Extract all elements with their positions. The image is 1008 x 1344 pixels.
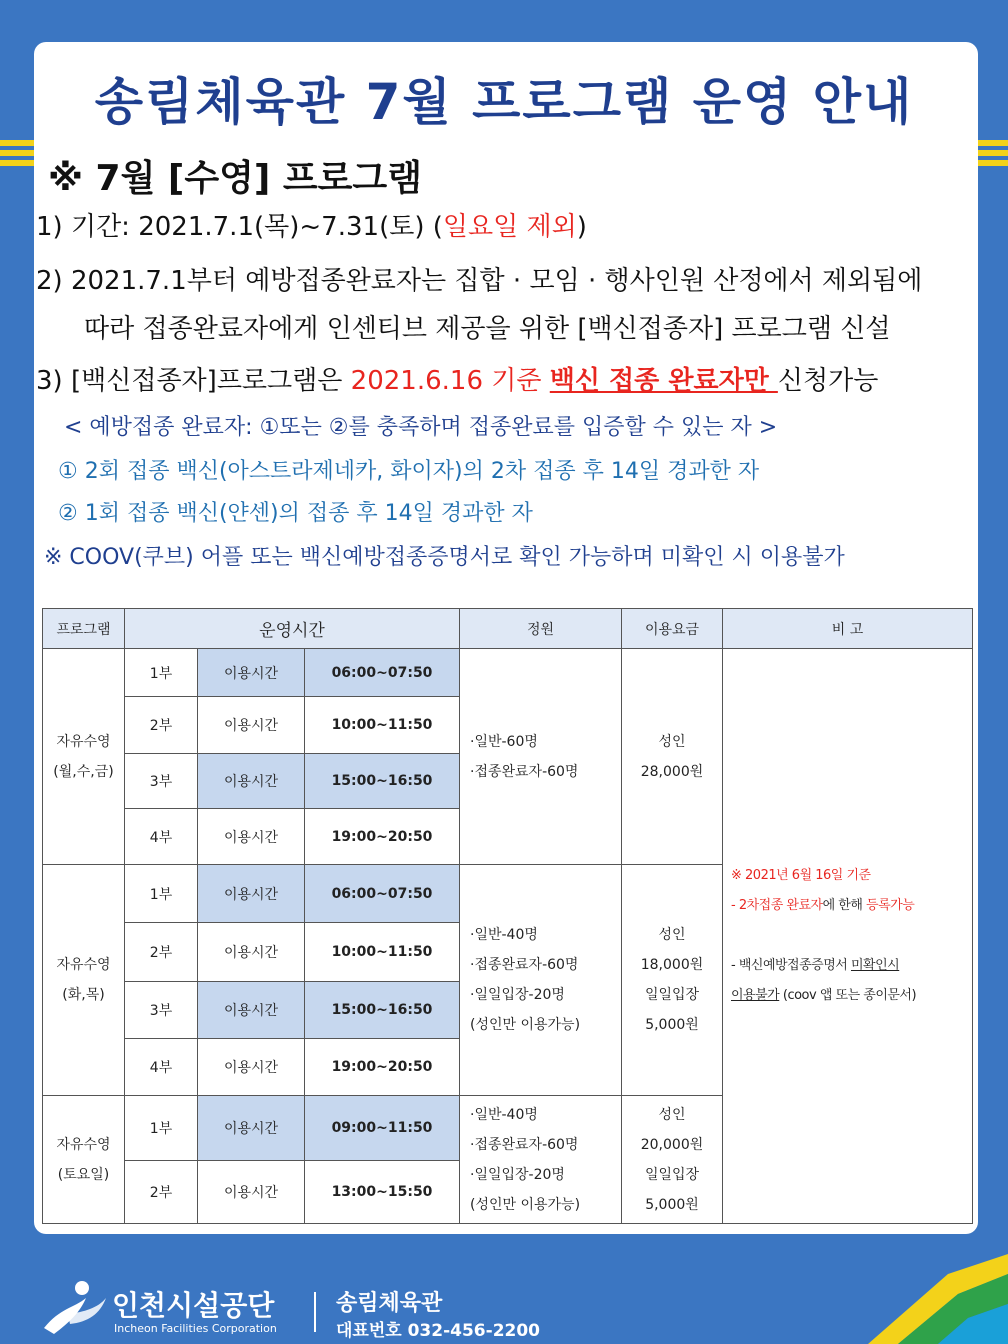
- session-label: 이용시간: [198, 1161, 305, 1224]
- session-part: 1부: [125, 649, 198, 697]
- session-time: 10:00~11:50: [305, 923, 460, 982]
- fee-cell: [622, 1096, 723, 1224]
- remarks-line: [731, 951, 972, 981]
- header-program: 프로그램: [43, 609, 125, 649]
- session-time: 15:00~16:50: [305, 982, 460, 1039]
- remarks-underline: 이용불가: [731, 988, 780, 1003]
- session-part: 4부: [125, 1039, 198, 1096]
- venue-name: 송림체육관: [336, 1291, 443, 1316]
- session-time: 15:00~16:50: [305, 754, 460, 809]
- incentive-line-1: 2) 2021.7.1부터 예방접종완료자는 집합 · 모임 · 행사인원 산정에서 제외됨에: [36, 266, 923, 296]
- schedule-table: [42, 608, 973, 1224]
- session-time: 09:00~11:50: [305, 1096, 460, 1161]
- capacity-line: ·일반-60명: [470, 733, 538, 750]
- eligibility-emphasis: 백신 접종 완료자만: [549, 366, 778, 396]
- program-cell: [43, 1096, 125, 1224]
- fee-line: 18,000원: [640, 957, 704, 973]
- session-time: 06:00~07:50: [305, 649, 460, 697]
- section-heading: ※ 7월 [수영] 프로그램: [48, 158, 422, 199]
- remarks-line: [731, 981, 972, 1011]
- session-part: 2부: [125, 697, 198, 754]
- capacity-line: ·일일입장-20명: [470, 1166, 565, 1183]
- session-part: 3부: [125, 754, 198, 809]
- session-time: 10:00~11:50: [305, 697, 460, 754]
- eligibility-line: [36, 360, 878, 397]
- capacity-line: ·일반-40명: [470, 1106, 538, 1123]
- eligibility-text: 3) [백신접종자]프로그램은: [36, 366, 351, 396]
- fee-line: 일일입장: [644, 1166, 700, 1183]
- session-part: 1부: [125, 1096, 198, 1161]
- remarks-emphasis: 등록가능: [866, 898, 915, 913]
- session-time: 06:00~07:50: [305, 865, 460, 923]
- footer-divider: [314, 1292, 316, 1332]
- remarks-cell: [723, 649, 973, 1224]
- remarks-text: - 백신예방접종증명서: [731, 958, 851, 973]
- remarks-text: 에 한해: [822, 898, 867, 913]
- decor-stripe: [976, 150, 1008, 156]
- eligibility-suffix: 신청가능: [777, 366, 879, 396]
- program-days: (월,수,금): [53, 763, 114, 780]
- fee-cell: [622, 865, 723, 1096]
- session-label: 이용시간: [198, 923, 305, 982]
- fee-line: 20,000원: [640, 1136, 704, 1153]
- capacity-line: ·일반-40명: [470, 927, 538, 943]
- organization-subtitle: Incheon Facilities Corporation: [114, 1322, 277, 1335]
- program-name: 자유수영: [56, 1136, 111, 1153]
- page-title: 송림체육관 7월 프로그램 운영 안내: [94, 73, 914, 131]
- program-name: 자유수영: [56, 733, 111, 750]
- session-label: 이용시간: [198, 1096, 305, 1161]
- header-capacity: 정원: [460, 609, 622, 649]
- session-part: 3부: [125, 982, 198, 1039]
- fee-line: 5,000원: [645, 1017, 699, 1033]
- decor-swoosh: [848, 1234, 1008, 1344]
- capacity-line: (성인만 이용가능): [470, 1196, 581, 1213]
- remarks-line: [731, 891, 972, 921]
- session-part: 2부: [125, 1161, 198, 1224]
- decor-stripe: [0, 150, 36, 156]
- session-time: 13:00~15:50: [305, 1161, 460, 1224]
- decor-stripe: [976, 140, 1008, 146]
- header-fee: 이용요금: [622, 609, 723, 649]
- fee-cell: [622, 649, 723, 865]
- decor-stripe: [0, 160, 36, 166]
- remarks-line: ※ 2021년 6월 16일 기준: [731, 868, 871, 883]
- incentive-line-2: 따라 접종완료자에게 인센티브 제공을 위한 [백신접종자] 프로그램 신설: [84, 314, 891, 344]
- verification-notice: ※ COOV(쿠브) 어플 또는 백신예방접종증명서로 확인 가능하며 미확인 시 이용불가: [44, 545, 845, 570]
- session-label: 이용시간: [198, 982, 305, 1039]
- program-days: (화,목): [62, 987, 105, 1003]
- session-label: 이용시간: [198, 865, 305, 923]
- session-time: 19:00~20:50: [305, 1039, 460, 1096]
- period-line: [36, 206, 587, 243]
- session-part: 1부: [125, 865, 198, 923]
- phone-number: 대표번호 032-456-2200: [336, 1321, 541, 1341]
- program-name: 자유수영: [56, 957, 111, 973]
- criteria-heading: < 예방접종 완료자: ①또는 ②를 충족하며 접종완료를 입증할 수 있는 자 >: [64, 415, 778, 440]
- header-remarks: 비 고: [723, 609, 973, 649]
- program-days: (토요일): [57, 1166, 110, 1183]
- remarks-text: (coov 앱 또는 종이문서): [779, 988, 917, 1003]
- program-cell: [43, 649, 125, 865]
- criteria-item-1: ① 2회 접종 백신(아스트라제네카, 화이자)의 2차 접종 후 14일 경과한 자: [58, 459, 760, 484]
- session-part: 4부: [125, 809, 198, 865]
- eligibility-date: 2021.6.16 기준: [350, 366, 550, 396]
- fee-line: 성인: [658, 733, 686, 750]
- capacity-cell: [460, 1096, 622, 1224]
- period-text: 1) 기간: 2021.7.1(목)~7.31(토) (: [36, 212, 443, 242]
- capacity-line: ·접종완료자-60명: [470, 763, 579, 780]
- fee-line: 28,000원: [640, 763, 704, 780]
- decor-stripe: [976, 160, 1008, 166]
- capacity-line: (성인만 이용가능): [470, 1017, 581, 1033]
- session-part: 2부: [125, 923, 198, 982]
- table-row: [43, 649, 973, 697]
- criteria-item-2: ② 1회 접종 백신(얀센)의 접종 후 14일 경과한 자: [58, 501, 533, 526]
- session-label: 이용시간: [198, 649, 305, 697]
- session-label: 이용시간: [198, 697, 305, 754]
- session-label: 이용시간: [198, 809, 305, 865]
- session-label: 이용시간: [198, 754, 305, 809]
- fee-line: 성인: [658, 927, 686, 943]
- session-time: 19:00~20:50: [305, 809, 460, 865]
- organization-name: 인천시설공단: [112, 1289, 275, 1322]
- capacity-cell: [460, 649, 622, 865]
- program-cell: [43, 865, 125, 1096]
- header-hours: 운영시간: [125, 609, 460, 649]
- fee-line: 성인: [658, 1106, 686, 1123]
- session-label: 이용시간: [198, 1039, 305, 1096]
- remarks-underline: 미확인시: [850, 958, 900, 973]
- decor-stripe: [0, 140, 36, 146]
- remarks-emphasis: - 2차접종 완료자: [731, 898, 823, 913]
- period-close: ): [576, 212, 587, 242]
- capacity-cell: [460, 865, 622, 1096]
- capacity-line: ·일일입장-20명: [470, 987, 565, 1003]
- period-exclusion: 일요일 제외: [442, 212, 577, 242]
- capacity-line: ·접종완료자-60명: [470, 1136, 579, 1153]
- corporation-logo-icon: [40, 1278, 108, 1338]
- capacity-line: ·접종완료자-60명: [470, 957, 579, 973]
- fee-line: 5,000원: [645, 1196, 699, 1213]
- fee-line: 일일입장: [644, 987, 700, 1003]
